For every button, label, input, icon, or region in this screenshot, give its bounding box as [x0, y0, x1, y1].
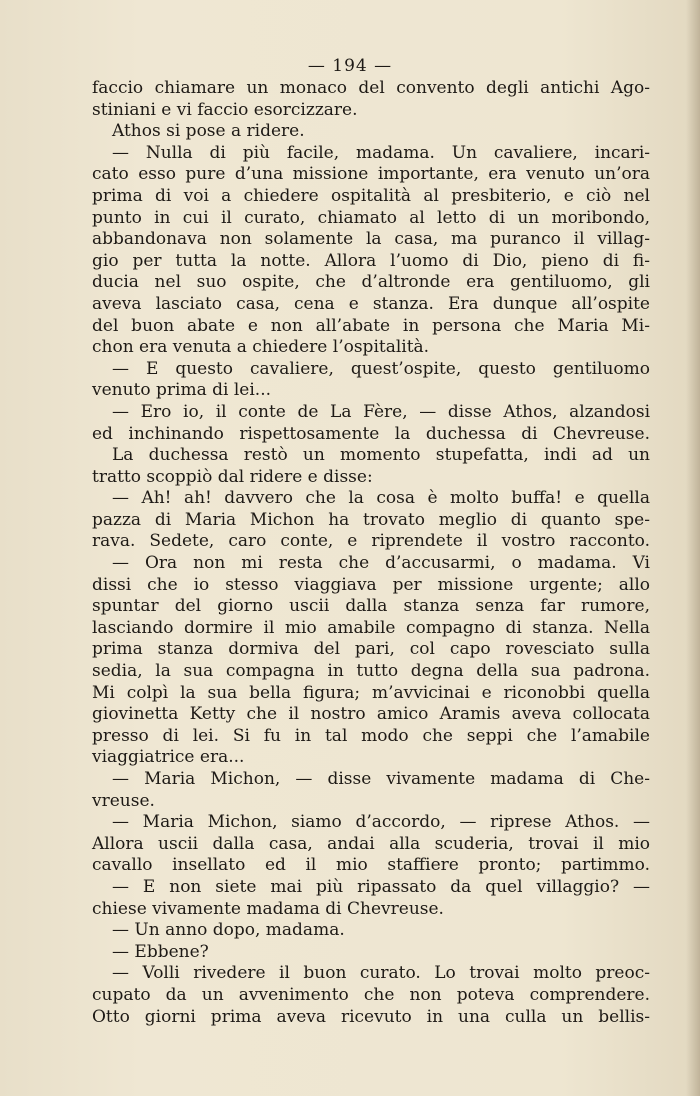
text-line: viaggiatrice era...: [92, 747, 245, 768]
text-line: presso di lei. Si fu in tal modo che seppi che l’amabile: [92, 725, 650, 746]
text-line: — Volli rivedere il buon curato. Lo trovai molto preoc-: [112, 963, 650, 984]
text-line: — Ah! ah! davvero che la cosa è molto buffa! e quella: [112, 488, 650, 509]
page-text-body: [92, 78, 650, 1028]
text-line: — Ero io, il conte de La Fère, — disse Athos, alzandosi: [112, 401, 650, 422]
text-line: prima stanza dormiva del pari, col capo rovesciato sulla: [92, 639, 650, 660]
text-line: cupato da un avvenimento che non poteva comprendere.: [92, 984, 650, 1005]
text-line: — Nulla di più facile, madama. Un cavaliere, incari-: [112, 142, 650, 163]
page-number: — 194 —: [307, 56, 393, 76]
text-line: rava. Sedete, caro conte, e riprendete il vostro racconto.: [92, 531, 650, 552]
text-line: faccio chiamare un monaco del convento degli antichi Ago-: [92, 78, 650, 98]
text-line: abbandonava non solamente la casa, ma puranco il villag-: [92, 229, 650, 250]
text-line: chon era venuta a chiedere l’ospitalità.: [92, 337, 430, 358]
text-line: Otto giorni prima aveva ricevuto in una culla un bellis-: [92, 1006, 650, 1027]
text-line: La duchessa restò un momento stupefatta, indi ad un: [112, 445, 650, 466]
text-line: aveva lasciato casa, cena e stanza. Era dunque all’ospite: [92, 293, 650, 314]
text-line: ducia nel suo ospite, che d’altronde era gentiluomo, gli: [92, 272, 650, 293]
text-line: — E questo cavaliere, quest’ospite, questo gentiluomo: [112, 358, 650, 379]
text-line: ed inchinando rispettosamente la duchessa di Chevreuse.: [92, 423, 650, 444]
text-line: — Ebbene?: [112, 941, 209, 962]
text-line: vreuse.: [92, 790, 155, 811]
text-line: Mi colpì la sua bella figura; m’avvicinai e riconobbi quella: [92, 682, 650, 703]
text-line: punto in cui il curato, chiamato al letto di un moribondo,: [92, 207, 650, 228]
text-line: stiniani e vi faccio esorcizzare.: [92, 99, 358, 120]
text-line: lasciando dormire il mio amabile compagno di stanza. Nella: [92, 617, 650, 638]
text-line: tratto scoppiò dal ridere e disse:: [92, 466, 373, 487]
text-line: prima di voi a chiedere ospitalità al presbiterio, e ciò nel: [92, 185, 650, 206]
text-line: venuto prima di lei...: [92, 380, 272, 401]
text-line: spuntar del giorno uscii dalla stanza senza far rumore,: [92, 596, 650, 617]
text-line: — Ora non mi resta che d’accusarmi, o madama. Vi: [112, 553, 650, 574]
text-line: pazza di Maria Michon ha trovato meglio di quanto spe-: [92, 509, 650, 530]
page-edge-shadow: [686, 0, 700, 1096]
text-line: giovinetta Ketty che il nostro amico Aramis aveva collocata: [92, 704, 650, 725]
text-line: Athos si pose a ridere.: [112, 121, 305, 142]
text-line: gio per tutta la notte. Allora l’uomo di Dio, pieno di fi-: [92, 250, 650, 271]
text-line: dissi che io stesso viaggiava per missione urgente; allo: [92, 574, 650, 595]
text-line: cato esso pure d’una missione importante, era venuto un’ora: [92, 164, 650, 185]
text-line: — Maria Michon, siamo d’accordo, — riprese Athos. —: [112, 812, 650, 833]
text-line: chiese vivamente madama di Chevreuse.: [92, 898, 444, 919]
text-line: cavallo insellato ed il mio staffiere pronto; partimmo.: [92, 855, 650, 876]
text-line: — E non siete mai più ripassato da quel villaggio? —: [112, 876, 650, 897]
text-line: Allora uscii dalla casa, andai alla scuderia, trovai il mio: [92, 833, 650, 854]
text-line: del buon abate e non all’abate in persona che Maria Mi-: [92, 315, 650, 336]
text-line: sedia, la sua compagna in tutto degna della sua padrona.: [92, 661, 650, 682]
text-line: — Maria Michon, — disse vivamente madama di Che-: [112, 769, 650, 789]
text-line: — Un anno dopo, madama.: [112, 920, 345, 941]
